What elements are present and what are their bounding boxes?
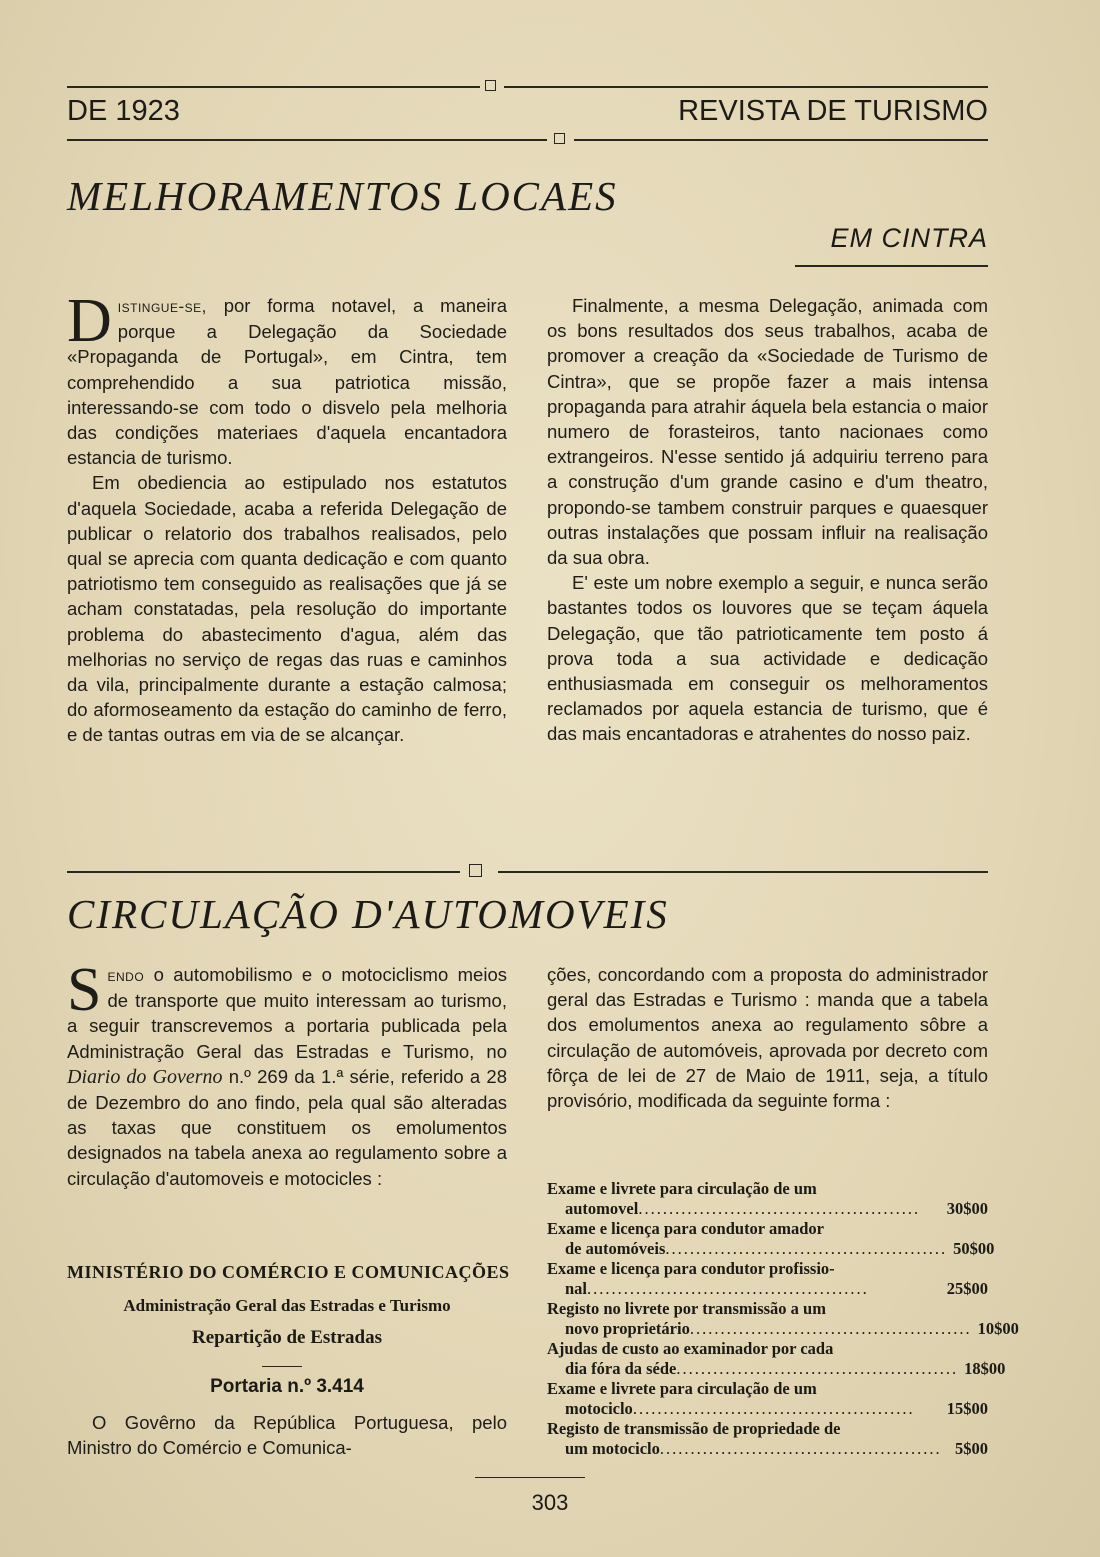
fee-amount: 5$00 <box>955 1439 988 1458</box>
paragraph: o automobilismo e o motociclismo meios de transporte que muito interessam ao turismo, a seguir transcrevemos a portaria publicada pela Administração Geral das Estradas e Turismo, no <box>67 964 507 1062</box>
fee-item: automovel <box>565 1199 639 1218</box>
paragraph: n.º 269 da 1.ª série, referido a 28 de Dezembro do ano findo, pela qual são alteradas as taxas que constituem os emolumentos designados na tabela anexa ao regulamento sobre a circulação d'automoveis e motocicles : <box>67 1065 508 1189</box>
header-top-rule-right <box>504 86 988 88</box>
article1-column-left <box>67 287 507 748</box>
fee-amount: 50$00 <box>953 1239 995 1258</box>
drop-cap: D <box>67 287 112 355</box>
fee-amount: 25$00 <box>946 1279 988 1298</box>
fee-item: novo proprietário <box>565 1319 690 1338</box>
ministry-heading: MINISTÉRIO DO COMÉRCIO E COMUNICAÇÕES <box>67 1262 510 1282</box>
fee-row: Exame e livrete para circulação de um automovel .............................................. 30$00 <box>547 1179 988 1218</box>
short-rule <box>262 1366 302 1367</box>
fee-row: Exame e livrete para circulação de um motociclo .............................................. 15$00 <box>547 1379 988 1418</box>
drop-cap: S <box>67 956 102 1024</box>
paragraph: E' este um nobre exemplo a seguir, e nunca serão bastantes todos os louvores que se teçam áquela Delegação, que tão patrioticamente tem posto á prova toda a sua actividade e dedicação enthusiasmada em conseguir os melhoramentos reclamados por aquela estancia de turismo, que é das mais encantadoras e atrahentes do nosso paiz. <box>547 572 988 745</box>
paragraph: por forma notavel, a maneira porque a Delegação da Sociedade «Propaganda de Portugal», em Cintra, tem comprehendido a sua patriotica missão, interessando-se com todo o disvelo pela melhoria das condições materiaes d'aquela encantadora estancia de turismo. <box>67 295 507 469</box>
article2-column-left <box>67 956 508 1191</box>
fee-item: um motociclo <box>565 1439 660 1458</box>
fee-item: dia fóra da séde <box>565 1359 677 1378</box>
fee-item: motociclo <box>565 1399 633 1418</box>
ornament-square <box>485 80 496 91</box>
department-heading: Repartição de Estradas <box>192 1327 382 1348</box>
fee-row: Exame e licença para condutor profissio- nal .............................................. 25$00 <box>547 1259 988 1298</box>
page-number: 303 <box>531 1490 569 1515</box>
administration-heading: Administração Geral das Estradas e Turismo <box>123 1296 451 1315</box>
fee-row: Registo de transmissão de propriedade de um motociclo .............................................. 5$00 <box>547 1419 988 1458</box>
fee-amount: 15$00 <box>946 1399 988 1418</box>
fee-item: de automóveis <box>565 1239 666 1258</box>
header-left: DE 1923 <box>67 95 180 127</box>
subtitle-rule <box>795 265 988 267</box>
fee-amount: 30$00 <box>946 1199 988 1218</box>
paragraph: Em obediencia ao estipulado nos estatutos d'aquela Sociedade, acaba a referida Delegação de publicar o relatorio dos trabalhos realisados, pelo qual se aprecia com quanta dedicação e com quanto patriotismo tem conseguido as realisações que já se acham constatadas, pela resolução do importante problema do abastecimento d'agua, além das melhorias no serviço de regas das ruas e caminhos da vila, principalmente durante a estação calmosa; do aformoseamento da estação do caminho de ferro, e de tantas outras em via de se alcançar. <box>67 472 507 746</box>
lead-in: istingue-se, <box>117 297 207 316</box>
section-divider-right <box>498 871 988 873</box>
paragraph: O Govêrno da República Portuguesa, pelo Ministro do Comércio e Comunica- <box>67 1412 507 1459</box>
header-right: REVISTA DE TURISMO <box>678 95 988 127</box>
portaria-heading: Portaria n.º 3.414 <box>210 1376 364 1397</box>
footer-rule <box>475 1477 585 1478</box>
fee-row: Registo no livrete por transmissão a um novo proprietário .............................................. 10$00 <box>547 1299 1019 1338</box>
newspaper-name: Diario do Governo <box>67 1065 223 1088</box>
header-bottom-rule <box>67 139 547 141</box>
article-subtitle: EM CINTRA <box>830 223 988 253</box>
section-divider <box>67 871 460 873</box>
fee-amount: 10$00 <box>977 1319 1019 1338</box>
ornament-square <box>469 864 482 877</box>
article2-column-right <box>547 962 988 1113</box>
paragraph: ções, concordando com a proposta do administrador geral das Estradas e Turismo : manda que a tabela dos emolumentos anexa ao regulamento sôbre a circulação de automóveis, aprovada por decreto com fôrça de lei de 27 de Maio de 1911, seja, a título provisório, modificada da seguinte forma : <box>547 964 988 1112</box>
paragraph: Finalmente, a mesma Delegação, animada com os bons resultados dos seus trabalhos, acaba de promover a creação da «Sociedade de Turismo de Cintra», que se propõe fazer a mais intensa propaganda para atrahir áquela bela estancia o maior numero de forasteiros, tanto nacionaes como extrangeiros. N'esse sentido já adquiriu terreno para a construção d'um grande casino e d'um theatro, propondo-se tambem construir parques e quaesquer outras instalações que possam influir na realisação da sua obra. <box>547 295 988 569</box>
article-title: MELHORAMENTOS LOCAES <box>67 173 618 219</box>
header-top-rule <box>67 86 480 88</box>
article-title: CIRCULAÇÃO D'AUTOMOVEIS <box>67 891 669 937</box>
article1-column-right <box>547 293 988 747</box>
fee-row: Exame e licença para condutor amador de automóveis .............................................. 50$00 <box>547 1219 995 1258</box>
lead-in: endo <box>107 966 145 985</box>
fee-amount: 18$00 <box>964 1359 1006 1378</box>
fee-row: Ajudas de custo ao examinador por cada dia fóra da séde .............................................. 18$00 <box>547 1339 1006 1378</box>
fee-item: nal <box>565 1279 588 1298</box>
ornament-square <box>554 133 565 144</box>
article2-column-left-bottom <box>67 1410 507 1460</box>
header-bottom-rule-right <box>574 139 988 141</box>
